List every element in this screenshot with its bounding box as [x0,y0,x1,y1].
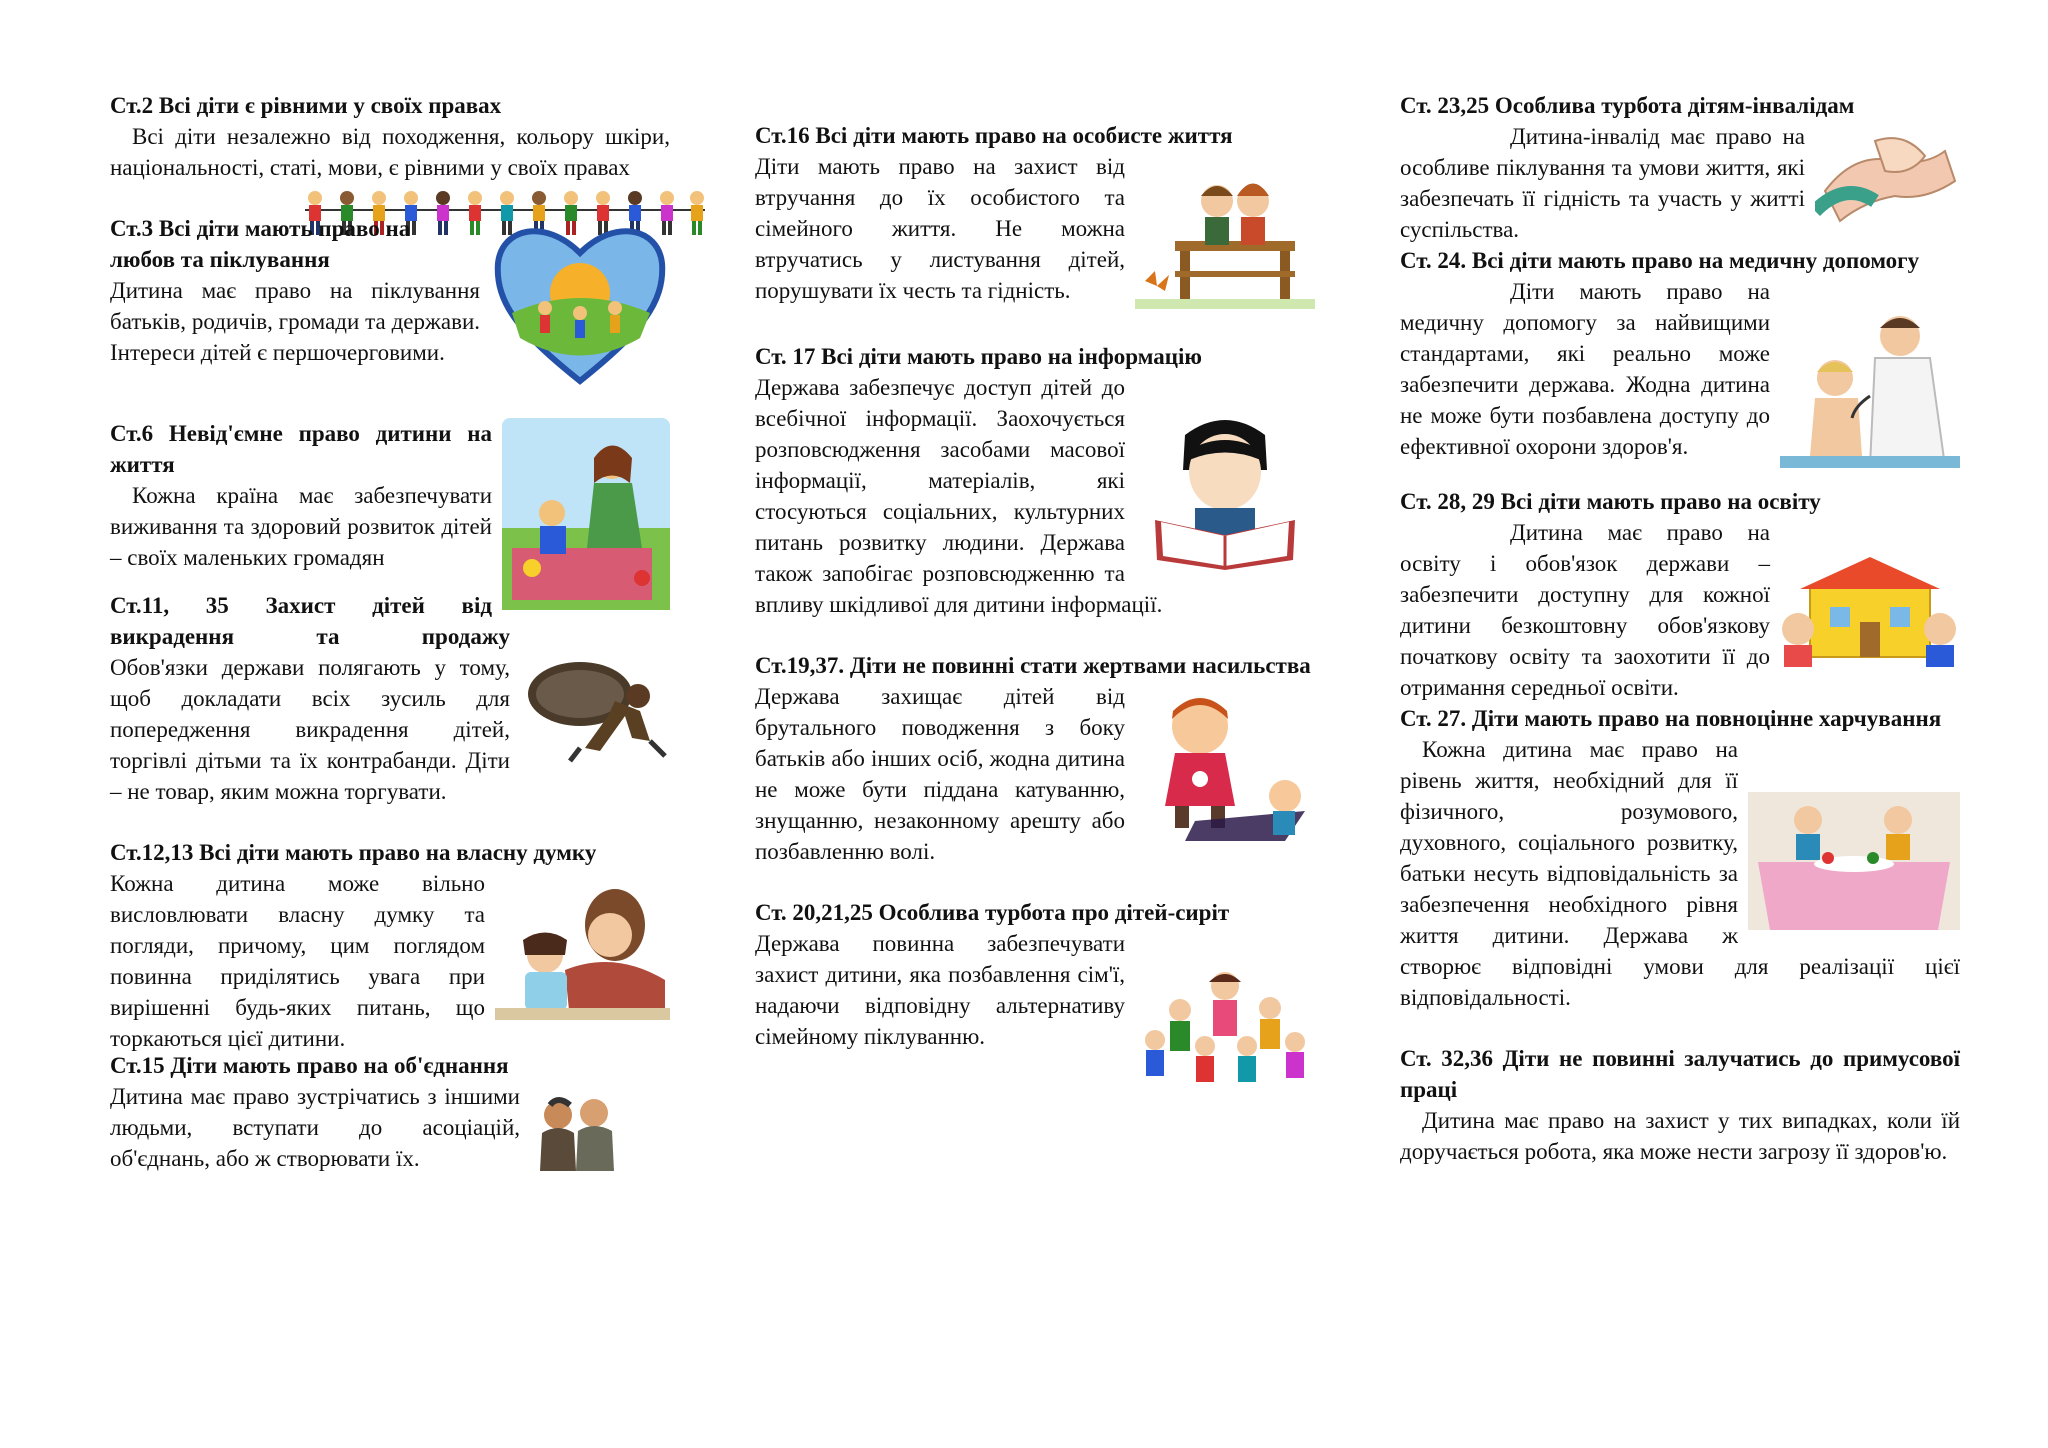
article-6 [110,418,670,610]
article-32-36 [1400,1043,1960,1167]
column-left [110,90,670,1174]
article-16 [755,120,1315,311]
article-3 [110,213,670,388]
article-text: Кожна дитина має право на рівень життя, необхідний для її фізичного, розумового, духовного, соціального розвитку, батьки несуть відповідальність за забезпечення необхідного рівня життя дитини. Держава ж створює відповідні умови для реалізації цієї відповідальності. [1400,737,1960,1010]
article-text: Всі діти незалежно від походження, кольору шкіри, національності, статі, мови, є рівними у своїх правах [110,124,670,180]
article-2 [110,90,670,183]
article-11-35 [110,590,670,807]
doctor-examining-child-illustration [1780,306,1960,486]
article-heading: Ст.6 Невід'ємне право дитини на життя [110,421,492,477]
article-heading: Ст. 20,21,25 Особлива турбота про дітей-сиріт [755,900,1230,925]
article-heading: Ст.11, 35 Захист дітей від викрадення та продажу [110,593,510,649]
article-text: Дитина має право на освіту і обов'язок держави – забезпечити доступну для кожної дитини безкоштовну обов'язкову початкову освіту та заохотити її до отримання середньої освіти. [1400,520,1770,700]
article-24 [1400,245,1960,486]
group-of-kids-illustration [1135,968,1315,1088]
school-kids-illustration [1780,557,1960,667]
heading-wrap [110,590,510,652]
thief-with-sack-illustration [520,656,670,764]
mother-daughter-illustration [495,880,670,1025]
article-27 [1400,703,1960,1013]
article-text: Кожна дитина може вільно висловлювати власну думку та погляди, причому, цим поглядом повинна приділятись увага при вирішенні будь-яких питань, що торкаються цієї дитини. [110,871,485,1051]
article-heading: Ст.12,13 Всі діти мають право на власну думку [110,840,597,865]
article-text: Діти мають право на медичну допомогу за найвищими стандартами, які реально може забезпечити держава. Жодна дитина не може бути позбавлена доступу до ефективної охорони здоров'я. [1400,279,1770,459]
article-text: Дитина-інвалід має право на особливе піклування та умови життя, які забезпечать її гідність та участь у житті суспільства. [1400,124,1805,242]
article-12-13 [110,837,670,1054]
article-heading: Ст.3 Всі діти мають право на любов та піклування [110,216,411,272]
kids-on-bench-illustration [1135,161,1315,311]
column-middle [755,120,1315,1088]
article-20-21-25 [755,897,1315,1088]
article-23-25 [1400,90,1960,245]
article-heading: Ст.16 Всі діти мають право на особисте життя [755,123,1233,148]
article-17 [755,341,1315,620]
article-15 [110,1050,670,1174]
article-heading: Ст. 17 Всі діти мають право на інформацію [755,344,1202,369]
child-reading-book-illustration [1135,410,1315,570]
article-heading: Ст. 23,25 Особлива турбота дітям-інвалідам [1400,93,1855,118]
column-right [1400,90,1960,1167]
article-text: Дитина має право зустрічатись з іншими людьми, вступати до асоціацій, об'єднань, або ж створювати їх. [110,1084,520,1171]
article-text: Держава захищає дітей від брутального поводження з боку батьків або інших осіб, жодна дитина не може бути піддана катуванню, знущанню, незаконному арешту або позбавленню волі. [755,684,1125,864]
article-text: Дитина має право на захист у тих випадках, коли їй доручається робота, яка може нести загрозу її здоров'ю. [1400,1108,1960,1164]
article-heading: Ст. 24. Всі діти мають право на медичну допомогу [1400,248,1920,273]
heart-family-illustration [490,213,670,388]
article-heading: Ст.19,37. Діти не повинні стати жертвами насильства [755,653,1311,678]
article-text: Кожна країна має забезпечувати виживання та здоровий розвиток дітей – своїх маленьких громадян [110,483,492,570]
caring-hands-illustration [1815,121,1960,231]
article-heading: Ст. 32,36 Діти не повинні залучатись до примусової праці [1400,1046,1960,1102]
article-heading: Ст. 28, 29 Всі діти мають право на освіту [1400,489,1821,514]
article-19-37 [755,650,1315,867]
mother-child-picnic-illustration [502,418,670,610]
article-text: Діти мають право на захист від втручання до їх особистого та сімейного життя. Не можна втручатись у листування дітей, порушувати їх честь та гідність. [755,154,1125,303]
article-28-29 [1400,486,1960,703]
article-text: Держава повинна забезпечувати захист дитини, яка позбавлення сім'ї, надаючи відповідну альтернативу сімейному піклуванню. [755,931,1125,1049]
article-text: Обов'язки держави полягають у тому, щоб докладати всіх зусиль для попередження викрадення дітей, торгівлі дітьми та їх контрабанди. Діти – не товар, яким можна торгувати. [110,655,510,804]
friends-meeting-illustration [530,1093,622,1171]
bully-illustration [1135,691,1315,841]
article-heading: Ст. 27. Діти мають право на повноцінне харчування [1400,706,1942,731]
article-text: Держава забезпечує доступ дітей до всебічної інформації. Заохочується розповсюдження засобами масової інформації, матеріалів, які стосуються соціальних, культурних питань розвитку людини. Держава також запобігає розповсюдженню та впливу шкідливої для дитини інформації. [755,375,1163,617]
article-heading: Ст.2 Всі діти є рівними у своїх правах [110,93,502,118]
article-text: Дитина має право на піклування батьків, родичів, громади та держави. Інтереси дітей є першочерговими. [110,278,480,365]
kids-at-table-illustration [1748,792,1960,930]
article-heading: Ст.15 Діти мають право на об'єднання [110,1053,509,1078]
